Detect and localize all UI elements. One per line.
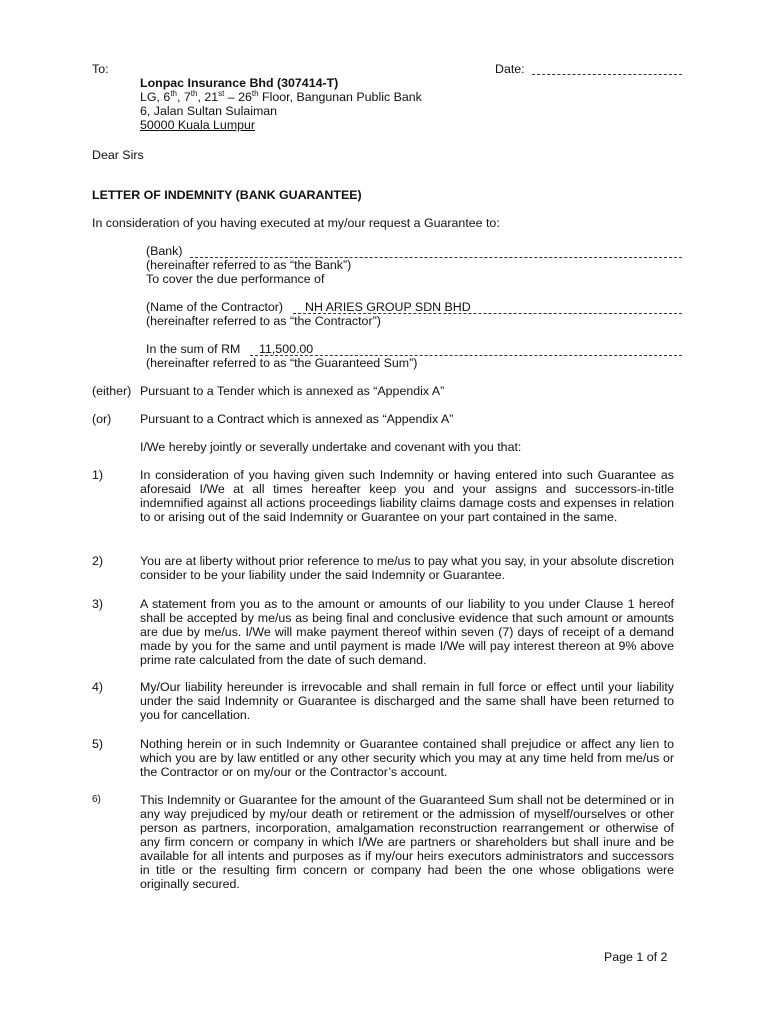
cover-text: To cover the due performance of — [146, 272, 325, 286]
either-tag: (either) — [92, 384, 132, 398]
or-tag: (or) — [92, 412, 112, 426]
sum-reference: (hereinafter referred to as “the Guaranteed Sum”) — [146, 356, 418, 370]
undertake-text: I/We hereby jointly or severally undertake and covenant with you that: — [140, 440, 522, 454]
clause-number: 4) — [92, 680, 104, 694]
clause-text: My/Our liability hereunder is irrevocable and shall remain in full force or effect until your liability under the said Indemnity or Guarantee is discharged and the same shall have been returned to you for cancellation. — [140, 680, 674, 722]
or-text: Pursuant to a Contract which is annexed as “Appendix A” — [140, 412, 454, 426]
recipient-address-line1: LG, 6th, 7th, 21st – 26th Floor, Bangunan Public Bank — [140, 88, 422, 104]
contractor-reference: (hereinafter referred to as “the Contractor”) — [146, 314, 381, 328]
clause-text: You are at liberty without prior reference to me/us to pay what you say, in your absolute discretion consider to be your liability under the said Indemnity or Guarantee. — [140, 554, 674, 582]
intro-text: In consideration of you having executed at my/our request a Guarantee to: — [92, 216, 500, 230]
recipient-company: Lonpac Insurance Bhd (307414-T) — [140, 76, 339, 90]
clause-number: 2) — [92, 554, 104, 568]
clause-number: 1) — [92, 468, 104, 482]
letter-title: LETTER OF INDEMNITY (BANK GUARANTEE) — [92, 188, 362, 202]
date-field[interactable] — [532, 74, 682, 75]
page-number: Page 1 of 2 — [604, 950, 668, 964]
date-label: Date: — [495, 62, 525, 76]
recipient-address-line3: 50000 Kuala Lumpur — [140, 118, 256, 132]
clause-text: This Indemnity or Guarantee for the amount of the Guaranteed Sum shall not be determined or in any way prejudiced by my/our death or retirement or the admission of myself/ourselves or other person as partners, incorporation, amalgamation reconstruction rearrangement or otherwise of any firm concern or company in which I/We are partners or shareholders but shall inure and be available for all intents and purposes as if my/our heirs executors administrators and successors in title or the resulting firm concern or company had been the one whose obligations were originally secured. — [140, 793, 674, 891]
contractor-value: NH ARIES GROUP SDN BHD — [305, 300, 471, 314]
sum-label: In the sum of RM — [146, 342, 241, 356]
clause-number: 5) — [92, 737, 104, 751]
clause-text: In consideration of you having given such Indemnity or having entered into such Guarantee as aforesaid I/We at all times hereafter keep you and your assigns and successors-in-title indemnified against all actions proceedings liability claims damage costs and expenses in relation to or arising out of the said Indemnity or Guarantee on your part contained in the same. — [140, 468, 674, 524]
clause-number: 3) — [92, 597, 104, 611]
either-text: Pursuant to a Tender which is annexed as “Appendix A” — [140, 384, 445, 398]
clause-text: Nothing herein or in such Indemnity or Guarantee contained shall prejudice or affect any lien to which you are by law entitled or any other security which you may at any time held from me/us or the Contractor or on my/our or the Contractor’s account. — [140, 737, 674, 779]
salutation: Dear Sirs — [92, 148, 144, 162]
bank-reference: (hereinafter referred to as “the Bank”) — [146, 258, 352, 272]
clause-text: A statement from you as to the amount or amounts of our liability to you under Clause 1 hereof shall be accepted by me/us as being final and conclusive evidence that such amount or amounts are due by me/us. I/We will make payment thereof within seven (7) days of receipt of a demand made by you for the same and until payment is made I/We will pay interest thereon at 9% above prime rate calculated from the date of such demand. — [140, 597, 674, 667]
contractor-label: (Name of the Contractor) — [146, 300, 284, 314]
recipient-address-line2: 6, Jalan Sultan Sulaiman — [140, 104, 278, 118]
clause-number: 6) — [92, 794, 101, 805]
sum-value: 11,500.00 — [259, 342, 314, 356]
bank-label: (Bank) — [146, 244, 183, 258]
to-label: To: — [92, 62, 109, 76]
